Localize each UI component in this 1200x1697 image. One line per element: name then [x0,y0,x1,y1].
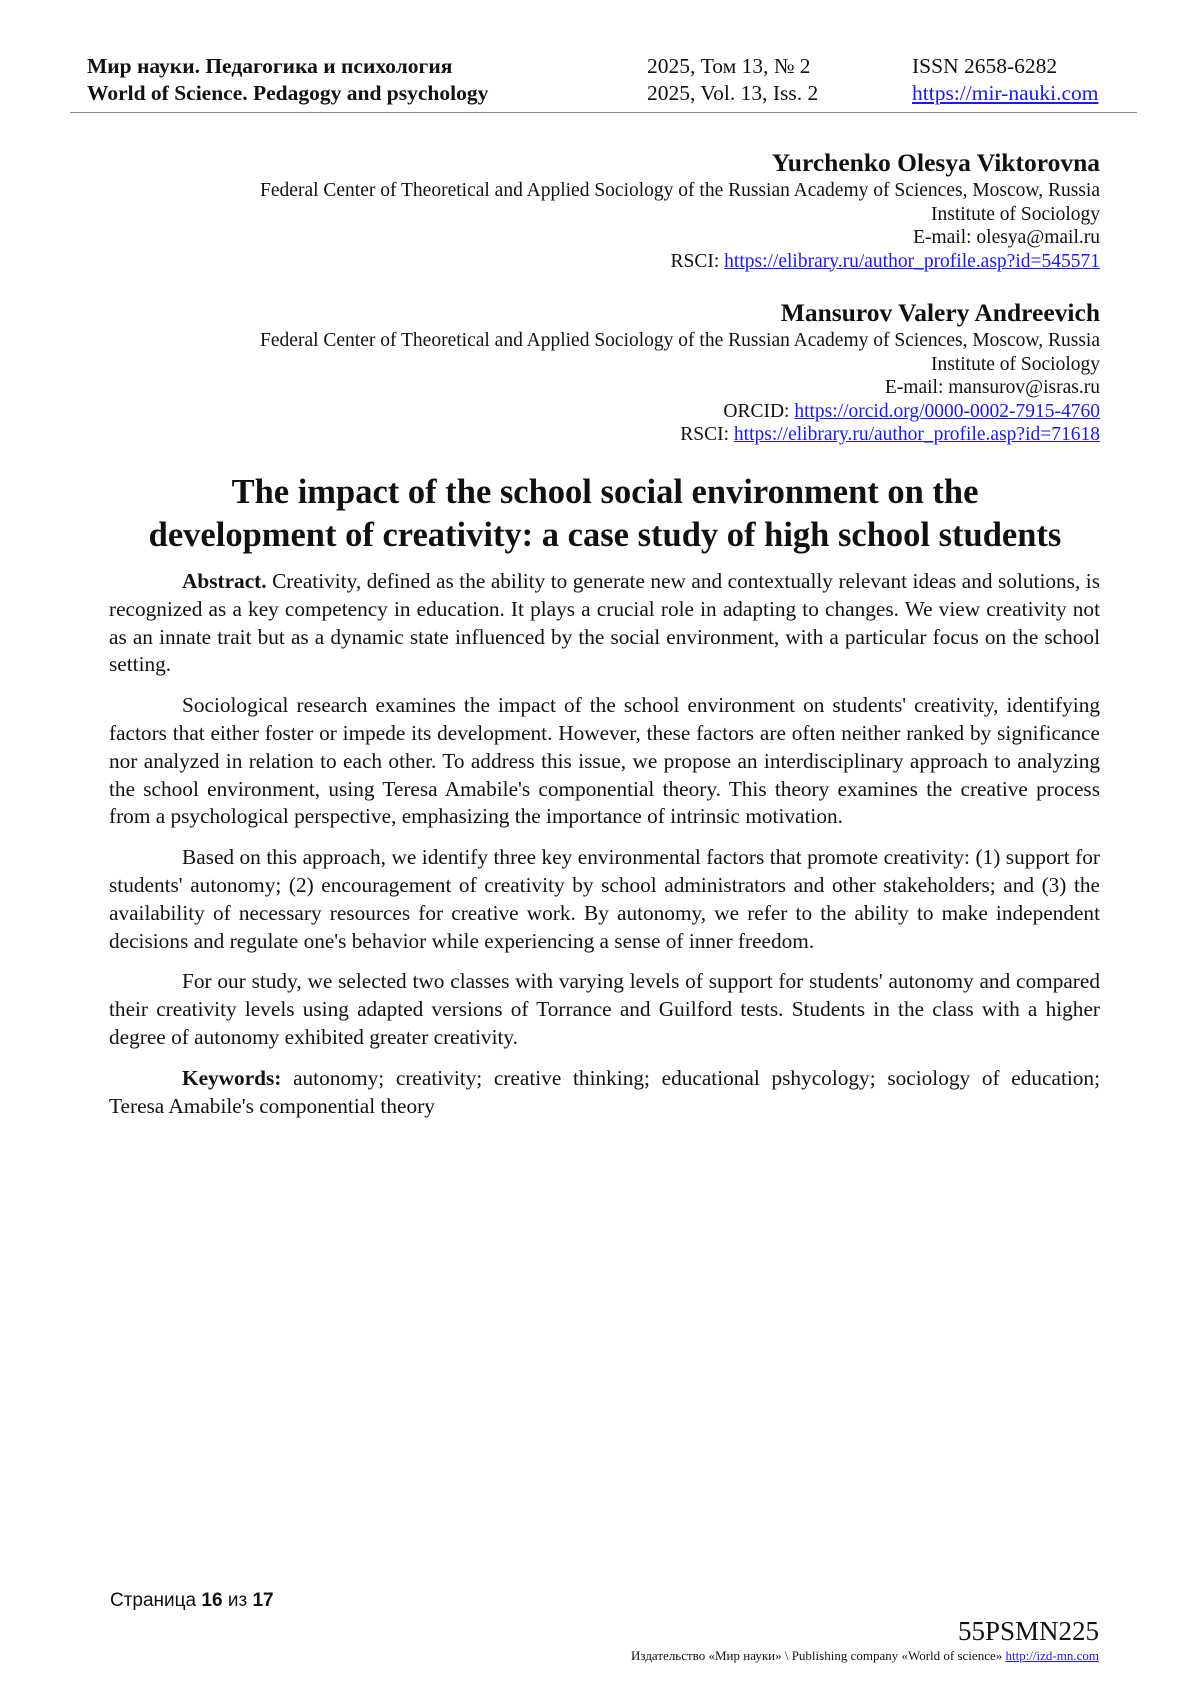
abstract-label: Abstract. [182,569,267,593]
issue-en: 2025, Vol. 13, Iss. 2 [647,81,819,105]
author-block [260,298,1100,447]
abstract-text: Creativity, defined as the ability to generate new and contextually relevant ideas and solutions, is recognized as a key competency in education. It plays a crucial role in adapting to changes. We view creativity not as an innate trait but as a dynamic state influenced by the social environment, with a particular focus on the school setting. [109,569,1100,677]
keywords-paragraph [109,1065,1100,1121]
author-institute: Institute of Sociology [931,353,1100,375]
orcid-link[interactable]: https://orcid.org/0000-0002-7915-4760 [794,400,1100,422]
keywords-label: Keywords: [182,1065,282,1090]
orcid-label: ORCID: [723,400,795,422]
author-affiliation: Federal Center of Theoretical and Applied Sociology of the Russian Academy of Sciences, Moscow, Russia [260,330,1100,351]
rsci-link[interactable]: https://elibrary.ru/author_profile.asp?id=71618 [733,424,1100,445]
article-code: 55PSMN225 [957,1616,1099,1646]
publisher-link[interactable]: http://izd-mn.com [1005,1648,1099,1663]
journal-title-ru: Мир науки. Педагогика и психология [87,54,453,78]
publisher-text: Издательство «Мир науки» \ Publishing company «World of science» [631,1648,1006,1663]
journal-title-en: World of Science. Pedagogy and psychology [87,81,489,105]
issn: ISSN 2658-6282 [912,54,1058,78]
author-block [260,148,1100,273]
page-prefix: Страница [110,1590,202,1611]
issue-ru: 2025, Том 13, № 2 [647,54,811,78]
page-total: 17 [252,1590,274,1611]
abstract-paragraph: Sociological research examines the impact of the school environment on students' creativity, identifying factors that either foster or impede its development. However, these factors are often neither ranked by significance nor analyzed in relation to each other. To address this issue, we propose an interdisciplinary approach to analyzing the school environment, using Teresa Amabile's componential theory. This theory examines the creative process from a psychological perspective, emphasizing the importance of intrinsic motivation. [109,693,1100,829]
page-mid: из [222,1590,253,1611]
abstract-paragraph: For our study, we selected two classes with varying levels of support for students' autonomy and compared their creativity levels using adapted versions of Torrance and Guilford tests. Students in the class with a higher degree of autonomy exhibited greater creativity. [109,969,1100,1049]
title-line: The impact of the school social environment on the [231,473,979,511]
abstract-paragraph [109,568,1100,679]
paper-title [100,471,1110,557]
journal-title [87,53,488,107]
author-email: E-mail: mansurov@isras.ru [884,377,1100,398]
author-rsci [260,423,1100,447]
abstract-paragraph: Based on this approach, we identify three key environmental factors that promote creativity: (1) support for students' autonomy; (2) encouragement of creativity by school administrators and other stakeholders; and (3) the availability of necessary resources for creative work. By autonomy, we refer to the ability to make independent decisions and regulate one's behavior while experiencing a sense of inner freedom. [109,845,1100,953]
page-number [110,1590,274,1612]
author-name: Yurchenko Olesya Viktorovna [771,148,1100,177]
journal-site-link[interactable]: https://mir-nauki.com [912,81,1099,105]
page-current: 16 [201,1590,223,1611]
rsci-label: RSCI: [670,250,725,272]
author-institute: Institute of Sociology [931,203,1100,225]
header-divider [70,112,1137,113]
rsci-label: RSCI: [680,424,734,445]
rsci-link[interactable]: https://elibrary.ru/author_profile.asp?id=545571 [724,250,1100,272]
title-line: development of creativity: a case study of high school students [148,516,1062,554]
author-orcid [260,400,1100,424]
author-affiliation: Federal Center of Theoretical and Applied Sociology of the Russian Academy of Sciences, Moscow, Russia [260,180,1100,201]
keywords-text: autonomy; creativity; creative thinking; educational pshycology; sociology of education; Teresa Amabile's componential theory [109,1065,1100,1118]
issue-info [647,53,818,107]
publisher-line [631,1648,1099,1664]
author-rsci [260,250,1100,274]
author-name: Mansurov Valery Andreevich [780,298,1100,327]
abstract-section [109,568,1100,1133]
author-email: E-mail: olesya@mail.ru [913,227,1100,248]
issn-info [912,53,1098,107]
